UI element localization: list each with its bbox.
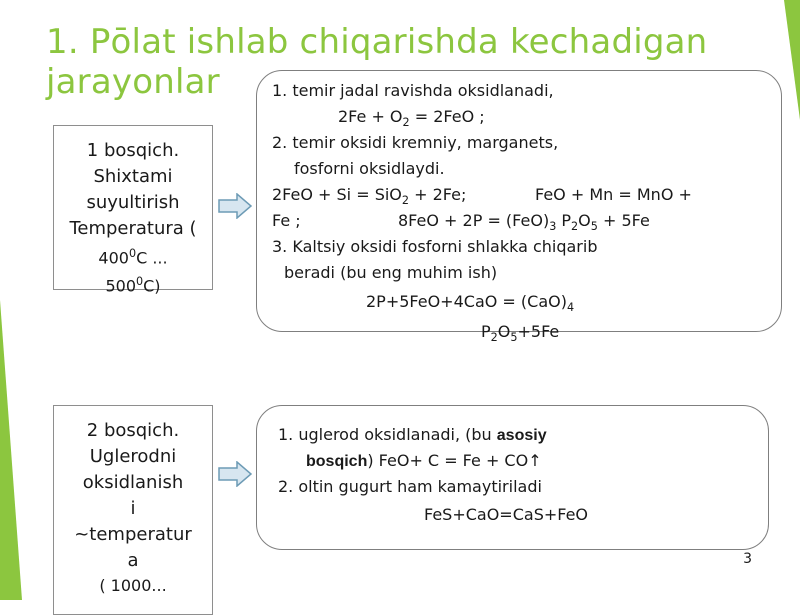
reaction-equation: $2Fe + O_2 = 2FeO$ ;	[338, 107, 485, 130]
reaction-equation: Fe ;	[272, 211, 301, 230]
stage-1-line: suyultirish	[86, 192, 180, 213]
right-arrow-icon	[218, 461, 252, 487]
stage-2-box	[53, 405, 213, 615]
stage-2-label: 2 bosqich.	[86, 420, 180, 441]
reaction-equation: 2FeO + Si = SiO$_2$ + 2Fe;	[272, 185, 467, 208]
reaction-line: 3. Kaltsiy oksidi fosforni shlakka chiqarib	[272, 237, 598, 256]
stage-2-line: i	[130, 498, 136, 519]
reaction-line: beradi (bu eng muhim ish)	[284, 263, 498, 282]
reaction-equation: $2P+5FeO+4CaO = (CaO)_4$	[366, 292, 575, 315]
reaction-equation: FeS+CaO=CaS+FeO	[424, 505, 589, 524]
page-number: 3	[743, 551, 752, 567]
reaction-line: 2. oltin gugurt ham kamaytiriladi	[278, 477, 542, 496]
title-line-1: 1. Pōlat ishlab chiqarishda kechadigan	[46, 22, 708, 62]
corner-decoration-left	[0, 300, 22, 600]
stage-1-label: 1 bosqich.	[86, 140, 180, 161]
corner-decoration-right	[784, 0, 800, 120]
reaction-equation: $P_2O_5+5Fe$	[481, 322, 560, 345]
stage-1-line: Temperatura (	[69, 218, 197, 239]
stage-2-line: a	[127, 550, 139, 571]
title-line-2: jarayonlar	[46, 62, 220, 102]
stage-1-line: Shixtami	[93, 166, 173, 187]
reaction-line: 1. temir jadal ravishda oksidlanadi,	[272, 81, 554, 100]
stage-2-line: ~temperatur	[74, 524, 192, 545]
reaction-line: fosforni oksidlaydi.	[294, 159, 445, 178]
reaction-equation: $8FeO + 2P = (FeO)_3$ $P_2O_5 + 5Fe$	[398, 211, 650, 234]
right-arrow-icon	[218, 193, 252, 219]
stage-1-box	[53, 125, 213, 296]
stage-2-line: oksidlanish	[82, 472, 184, 493]
stage-2-temp: ( 1000...	[99, 576, 167, 595]
reaction-equation: bosqich) FeO+ C = Fe + CO↑	[306, 451, 542, 470]
stage-1-temp-range-end: $500^0C$)	[105, 275, 161, 296]
reaction-equation: FeO + Mn = MnO +	[535, 185, 692, 204]
reaction-line: 2. temir oksidi kremniy, marganets,	[272, 133, 559, 152]
stage-1-temp-range: $400^0C$ ...	[98, 247, 168, 268]
reaction-line: 1. uglerod oksidlanadi, (bu asosiy	[278, 425, 547, 444]
stage-2-line: Uglerodni	[89, 446, 177, 467]
